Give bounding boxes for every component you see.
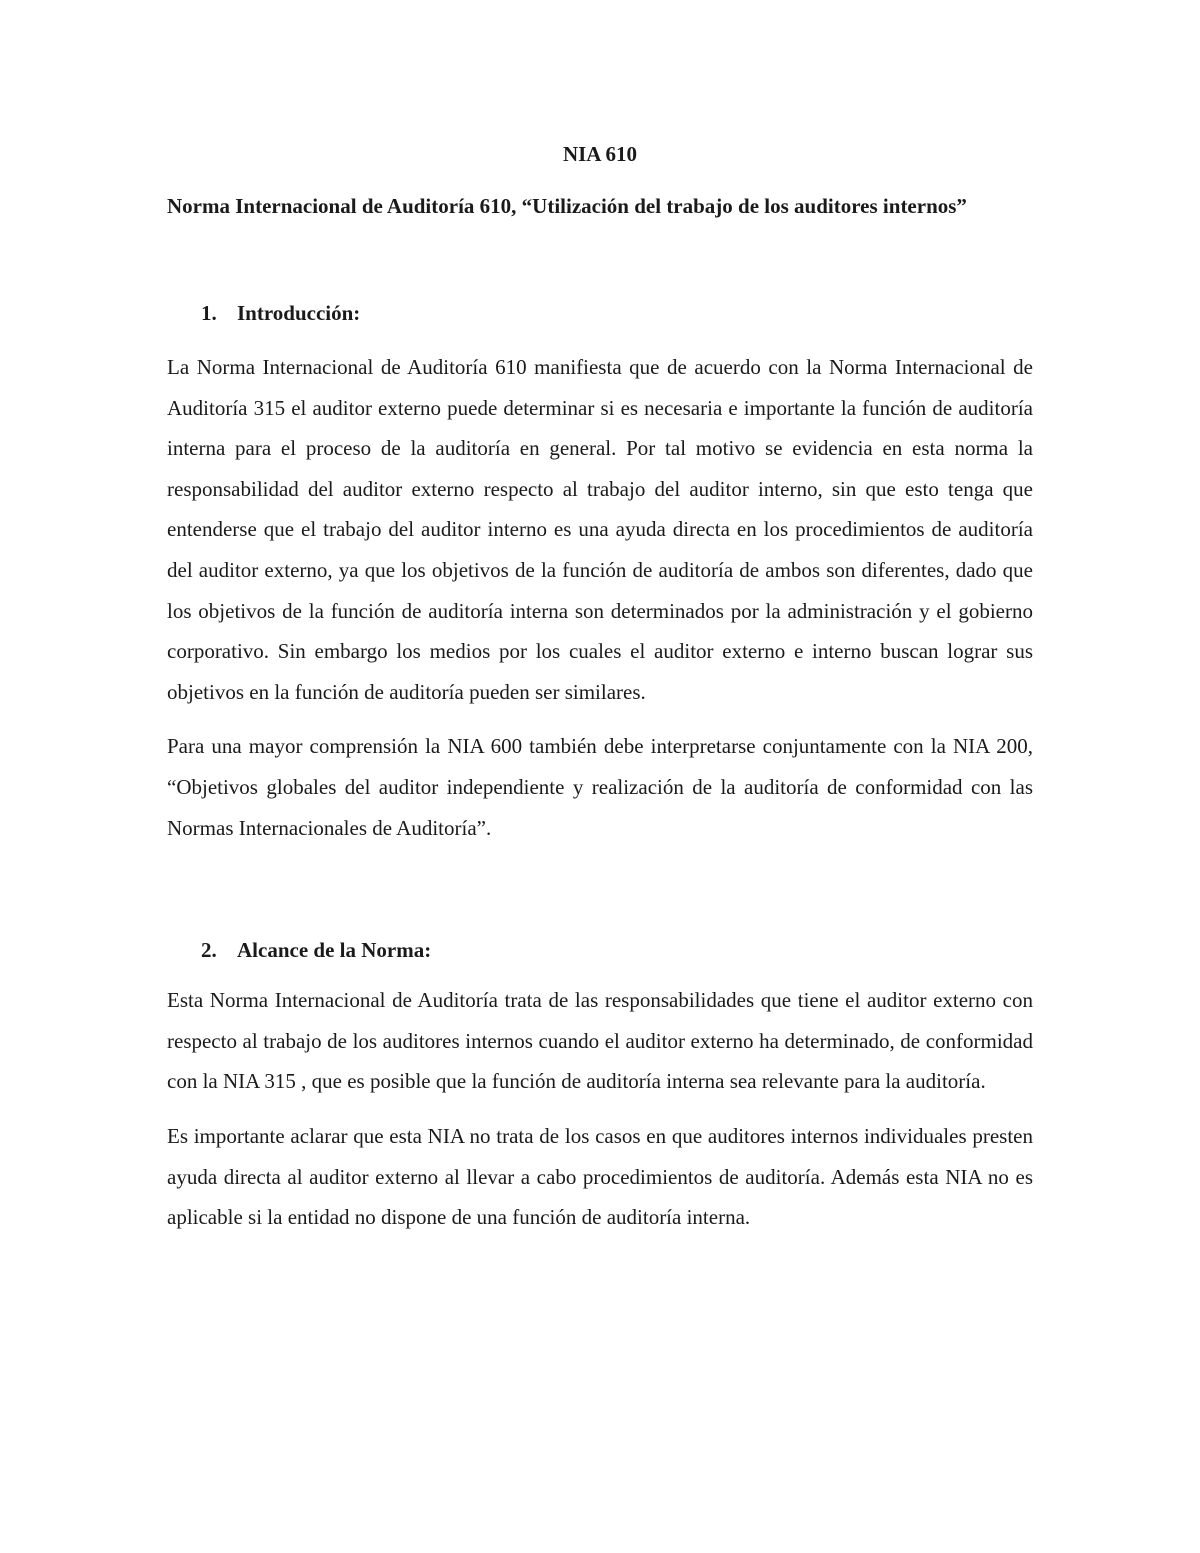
section-heading-introduccion — [167, 297, 1033, 329]
document-page — [167, 138, 1033, 1238]
document-subtitle: Norma Internacional de Auditoría 610, “Utilización del trabajo de los auditores internos” — [167, 194, 967, 218]
section-heading-label: Alcance de la Norma: — [237, 938, 432, 963]
section-number: 2. — [201, 938, 217, 963]
paragraph: Esta Norma Internacional de Auditoría trata de las responsabilidades que tiene el auditor externo con respecto al trabajo de los auditores internos cuando el auditor externo ha determinado, de conformidad con la NIA 315 , que es posible que la función de auditoría interna sea relevante para la auditoría. — [167, 988, 1033, 1094]
section-heading-label: Introducción: — [237, 301, 361, 325]
document-title: NIA 610 — [562, 142, 638, 166]
paragraph: Es importante aclarar que esta NIA no trata de los casos en que auditores internos individuales presten ayuda directa al auditor externo al llevar a cabo procedimientos de auditoría. Además esta NIA no es aplicable si la entidad no dispone de una función de auditoría interna. — [167, 1123, 1033, 1230]
paragraph: La Norma Internacional de Auditoría 610 manifiesta que de acuerdo con la Norma Internacional de Auditoría 315 el auditor externo puede determinar si es necesaria e importante la función de auditoría interna para el proceso de la auditoría en general. Por tal motivo se evidencia en esta norma la responsabilidad del auditor externo respecto al trabajo del auditor interno, sin que esto tenga que entenderse que el trabajo del auditor interno es una ayuda directa en los procedimientos de auditoría del auditor externo, ya que los objetivos de la función de auditoría de ambos son diferentes, dado que los objetivos de la función de auditoría interna son determinados por la administración y el gobierno corporativo. Sin embargo los medios por los cuales el auditor externo e interno buscan lograr sus objetivos en la función de auditoría pueden ser similares. — [167, 355, 1033, 704]
section-heading-alcance — [167, 934, 1033, 966]
paragraph: Para una mayor comprensión la NIA 600 también debe interpretarse conjuntamente con la NIA 200, “Objetivos globales del auditor independiente y realización de la auditoría de conformidad con las Normas Internacionales de Auditoría”. — [167, 734, 1033, 840]
section-number: 1. — [201, 301, 217, 325]
